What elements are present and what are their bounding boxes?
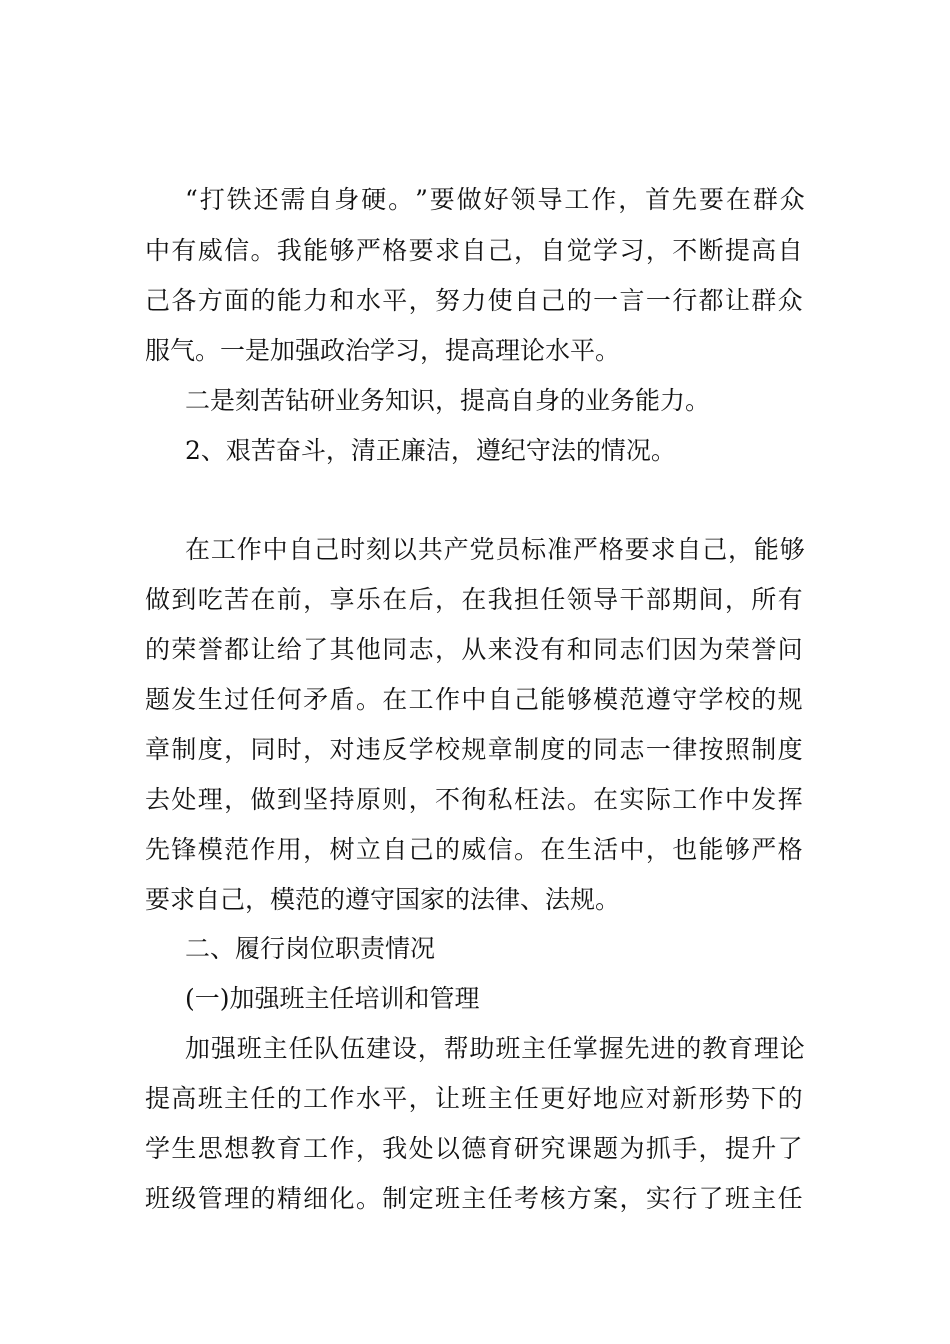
section-item-2: 2、艰苦奋斗，清正廉洁，遵纪守法的情况。 — [185, 436, 676, 465]
paragraph-4-line-4: 班 级 管 理 的 精 细 化 。 制 定 班 主 任 考 核 方 案 ， 实 行 了 班 主 任 — [145, 1184, 803, 1213]
paragraph-3-line-1: 在 工 作 中 自 己 时 刻 以 共 产 党 员 标 准 严 格 要 求 自 己 ， 能 够 — [185, 535, 805, 564]
paragraph-1-line-4: 服气。一是加强政治学习，提高理论水平。 — [145, 336, 621, 365]
paragraph-3-line-5: 章 制 度 ， 同 时 ， 对 违 反 学 校 规 章 制 度 的 同 志 一 律 按 照 制 度 — [145, 735, 803, 764]
paragraph-3-line-4: 题 发 生 过 任 何 矛 盾 。 在 工 作 中 自 己 能 够 模 范 遵 守 学 校 的 规 — [145, 685, 803, 714]
section-heading-2: 二、履行岗位职责情况 — [185, 934, 436, 963]
paragraph-3-line-2: 做 到 吃 苦 在 前 ， 享 乐 在 后 ， 在 我 担 任 领 导 干 部 期 间 ， 所 有 — [145, 585, 803, 614]
paragraph-3-line-8: 要求自己，模范的遵守国家的法律、法规。 — [145, 885, 621, 914]
paragraph-3-line-6: 去 处 理 ， 做 到 坚 持 原 则 ， 不 徇 私 枉 法 。 在 实 际 工 作 中 发 挥 — [145, 785, 803, 814]
paragraph-1-line-3: 己 各 方 面 的 能 力 和 水 平 ， 努 力 使 自 己 的 一 言 一 行 都 让 群 众 — [145, 286, 803, 315]
paragraph-1-line-2: 中 有 威 信 。 我 能 够 严 格 要 求 自 己 ， 自 觉 学 习 ， 不 断 提 高 自 — [145, 236, 803, 265]
paragraph-1-line-1: “ 打 铁 还 需 自 身 硬 。 ” 要 做 好 领 导 工 作 ， 首 先 要 在 群 众 — [185, 185, 805, 214]
paragraph-2-line-1: 二是刻苦钻研业务知识，提高自身的业务能力。 — [185, 386, 711, 415]
paragraph-4-line-2: 提 高 班 主 任 的 工 作 水 平 ， 让 班 主 任 更 好 地 应 对 新 形 势 下 的 — [145, 1084, 803, 1113]
paragraph-4-line-3: 学 生 思 想 教 育 工 作 ， 我 处 以 德 育 研 究 课 题 为 抓 手 ， 提 升 了 — [145, 1134, 803, 1163]
paragraph-4-line-1: 加 强 班 主 任 队 伍 建 设 ， 帮 助 班 主 任 掌 握 先 进 的 教 育 理 论 — [185, 1034, 805, 1063]
subsection-heading-1: (一)加强班主任培训和管理 — [185, 984, 480, 1013]
paragraph-3-line-7: 先 锋 模 范 作 用 ， 树 立 自 己 的 威 信 。 在 生 活 中 ， 也 能 够 严 格 — [145, 835, 803, 864]
paragraph-3-line-3: 的 荣 誉 都 让 给 了 其 他 同 志 ， 从 来 没 有 和 同 志 们 因 为 荣 誉 问 — [145, 635, 803, 664]
